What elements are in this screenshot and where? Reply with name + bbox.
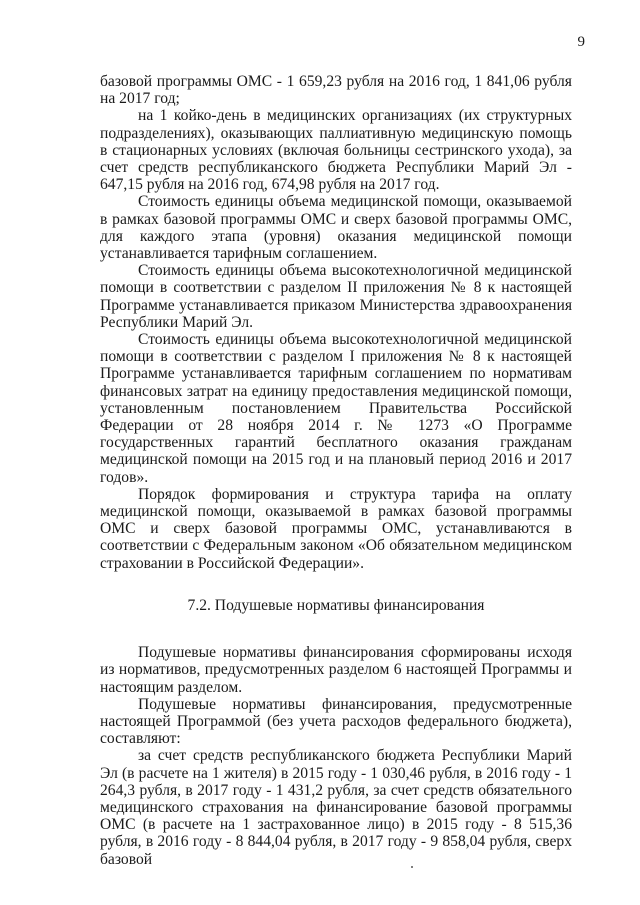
paragraph-tariff-structure: Порядок формирования и структура тарифа на оплату медицинской помощи, оказываемой в рамках базовой программы ОМС и сверх базовой программы ОМС, устанавливаются в соответствии с Федеральным законом «Об обязательном медицинском страховании в Российской Федерации». bbox=[100, 485, 572, 572]
page-number: 9 bbox=[577, 34, 585, 50]
paragraph-unit-cost: Стоимость единицы объема медицинской помощи, оказываемой в рамках базовой программы ОМС и сверх базовой программы ОМС, для каждого этапа (уровня) оказания медицинской помощи устанавливается тарифным соглашением. bbox=[100, 193, 572, 263]
paragraph-budget-figures: за счет средств республиканского бюджета Республики Марий Эл (в расчете на 1 жителя) в 2015 году - 1 030,46 рубля, в 2016 году - 1 264,3 рубля, в 2017 году - 1 431,2 рубля, за счет средств обязательного медицинского страхования на финансирование базовой программы ОМС (в расчете на 1 застрахованное лицо) в 2015 году - 8 515,36 рубля, в 2016 году - 8 844,04 рубля, в 2017 году - 9 858,04 рубля, сверх базовой bbox=[100, 747, 572, 868]
scan-dot-mark bbox=[411, 866, 413, 868]
paragraph-continuation: базовой программы ОМС - 1 659,23 рубля на 2016 год, 1 841,06 рубля на 2017 год; bbox=[100, 73, 572, 108]
paragraph-high-tech-section-1: Стоимость единицы объема высокотехнологичной медицинской помощи в соответствии с разделом I приложения № 8 к настоящей Программе устанавливается тарифным соглашением по нормативам финансовых затрат на единицу предоставления медицинской помощи, установленным постановлением Правительства Российской Федерации от 28 ноября 2014 г. № 1273 «О Программе государственных гарантий бесплатного оказания гражданам медицинской помощи на 2015 год и на плановый период 2016 и 2017 годов». bbox=[100, 331, 572, 486]
paragraph-per-capita-norms: Подушевые нормативы финансирования, предусмотренные настоящей Программой (без учета расходов федерального бюджета), составляют: bbox=[100, 695, 572, 748]
document-body bbox=[100, 73, 572, 868]
paragraph-per-capita-intro: Подушевые нормативы финансирования сформированы исходя из нормативов, предусмотренных разделом 6 настоящей Программы и настоящим разделом. bbox=[100, 644, 572, 696]
paragraph-high-tech-section-2: Стоимость единицы объема высокотехнологичной медицинской помощи в соответствии с разделом II приложения № 8 к настоящей Программе устанавливается приказом Министерства здравоохранения Республики Марий Эл. bbox=[100, 262, 572, 331]
paragraph-bed-day-norm: на 1 койко-день в медицинских организациях (их структурных подразделениях), оказывающих паллиативную медицинскую помощь в стационарных условиях (включая больницы сестринского ухода), за счет средств республиканского бюджета Республики Марий Эл - 647,15 рубля на 2016 год, 674,98 рубля на 2017 год. bbox=[100, 107, 572, 194]
section-heading: 7.2. Подушевые нормативы финансирования bbox=[187, 596, 485, 614]
